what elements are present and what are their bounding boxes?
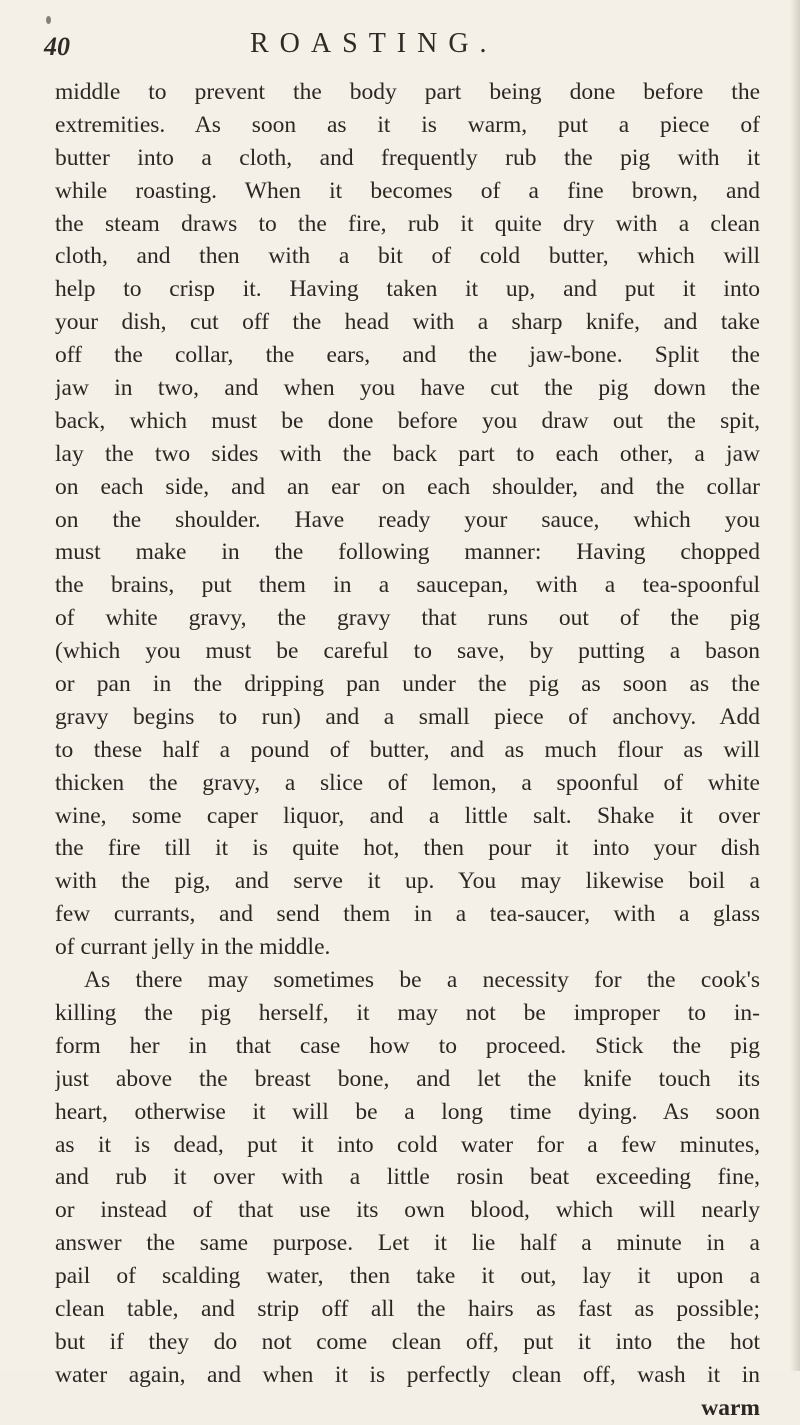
running-head [0, 26, 800, 66]
text-line: or pan in the dripping pan under the pig as soon as the [55, 671, 760, 698]
text-line: wine, some caper liquor, and a little salt. Shake it over [55, 802, 760, 829]
text-line: the brains, put them in a saucepan, with a tea-spoonful [55, 572, 760, 599]
text-line: help to crisp it. Having taken it up, and put it into [55, 276, 760, 303]
text-line: just above the breast bone, and let the knife touch its [55, 1065, 760, 1092]
text-line: as it is dead, put it into cold water for a few minutes, [55, 1131, 760, 1158]
text-line: on each side, and an ear on each shoulder, and the collar [55, 473, 760, 500]
text-line: (which you must be careful to save, by putting a bason [55, 638, 760, 665]
text-line: off the collar, the ears, and the jaw-bone. Split the [55, 342, 760, 369]
text-line: the fire till it is quite hot, then pour it into your dish [55, 835, 760, 862]
page-number: 40 [44, 32, 70, 61]
text-line: to these half a pound of butter, and as much flour as will [55, 736, 760, 763]
catchword: warm [701, 1394, 760, 1421]
text-line: but if they do not come clean off, put it into the hot [55, 1328, 760, 1355]
text-line: killing the pig herself, it may not be improper to in- [55, 999, 760, 1026]
text-line: water again, and when it is perfectly clean off, wash it in [55, 1361, 760, 1388]
text-line: answer the same purpose. Let it lie half a minute in a [55, 1230, 760, 1257]
text-line: the steam draws to the fire, rub it quite dry with a clean [55, 210, 760, 237]
text-line: lay the two sides with the back part to each other, a jaw [55, 440, 760, 467]
paragraph-end-line: of currant jelly in the middle. [55, 934, 331, 961]
text-line: heart, otherwise it will be a long time dying. As soon [55, 1098, 760, 1125]
text-line: while roasting. When it becomes of a fine brown, and [55, 177, 760, 204]
text-line: of white gravy, the gravy that runs out of the pig [55, 605, 760, 632]
text-line: extremities. As soon as it is warm, put a piece of [55, 111, 760, 138]
text-line: thicken the gravy, a slice of lemon, a spoonful of white [55, 769, 760, 796]
text-line: your dish, cut off the head with a sharp knife, and take [55, 309, 760, 336]
text-line: and rub it over with a little rosin beat exceeding fine, [55, 1164, 760, 1191]
text-line: gravy begins to run) and a small piece of anchovy. Add [55, 703, 760, 730]
text-line: butter into a cloth, and frequently rub the pig with it [55, 144, 760, 171]
text-line: on the shoulder. Have ready your sauce, which you [55, 506, 760, 533]
text-line: must make in the following manner: Having chopped [55, 539, 760, 566]
paragraph-start-line: As there may sometimes be a necessity for the cook's [84, 967, 760, 994]
text-line: pail of scalding water, then take it out, lay it upon a [55, 1263, 760, 1290]
chapter-title: ROASTING. [250, 28, 498, 59]
text-line: back, which must be done before you draw out the spit, [55, 407, 760, 434]
text-line: form her in that case how to proceed. Stick the pig [55, 1032, 760, 1059]
body-text [55, 76, 760, 1425]
text-line: clean table, and strip off all the hairs as fast as possible; [55, 1295, 760, 1322]
text-line: with the pig, and serve it up. You may likewise boil a [55, 868, 760, 895]
page-edge-shadow [790, 0, 800, 1371]
text-line: cloth, and then with a bit of cold butter, which will [55, 243, 760, 270]
text-line: middle to prevent the body part being done before the [55, 79, 760, 105]
text-line: few currants, and send them in a tea-saucer, with a glass [55, 901, 760, 928]
text-line: or instead of that use its own blood, which will nearly [55, 1197, 760, 1224]
text-line: jaw in two, and when you have cut the pig down the [55, 375, 760, 402]
ink-speck [46, 16, 51, 24]
